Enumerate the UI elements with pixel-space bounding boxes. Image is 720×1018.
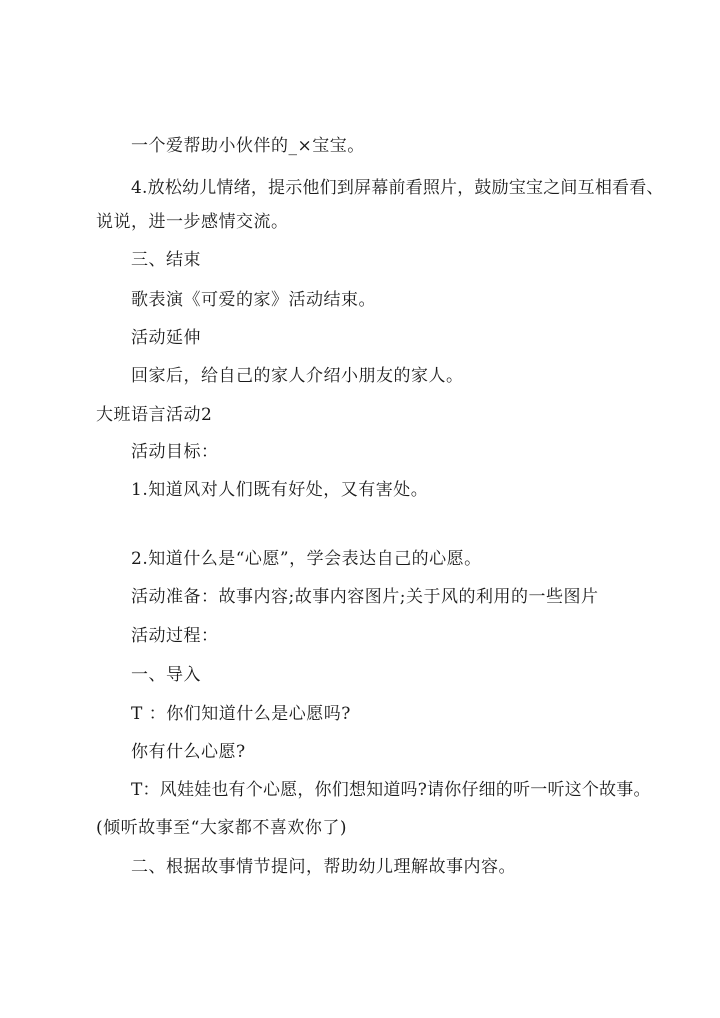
section-heading: 二、根据故事情节提问，帮助幼儿理解故事内容。 xyxy=(131,857,516,877)
section-heading: 活动目标： xyxy=(131,442,219,462)
section-heading: 一、导入 xyxy=(131,665,201,685)
list-item: 2.知道什么是“心愿”，学会表达自己的心愿。 xyxy=(131,549,482,569)
paragraph-line: (倾听故事至“大家都不喜欢你了) xyxy=(96,818,347,838)
paragraph-line: 说说，进一步感情交流。 xyxy=(96,212,289,232)
paragraph-line: T ：你们知道什么是心愿吗? xyxy=(131,704,351,724)
paragraph-line: T：风娃娃也有个心愿，你们想知道吗?请你仔细的听一听这个故事。 xyxy=(131,780,651,800)
section-heading: 活动过程： xyxy=(131,626,219,646)
paragraph-line: 4.放松幼儿情绪，提示他们到屏幕前看照片，鼓励宝宝之间互相看看、 xyxy=(131,178,664,198)
section-heading: 活动延伸 xyxy=(131,328,201,348)
paragraph-line: 一个爱帮助小伙伴的_×宝宝。 xyxy=(131,136,365,156)
paragraph-line: 歌表演《可爱的家》活动结束。 xyxy=(131,290,376,310)
activity-title: 大班语言活动2 xyxy=(96,405,213,425)
paragraph-line: 回家后，给自己的家人介绍小朋友的家人。 xyxy=(131,366,464,386)
section-heading: 三、结束 xyxy=(131,250,201,270)
paragraph-line: 你有什么心愿? xyxy=(131,742,246,762)
paragraph-line: 活动准备：故事内容;故事内容图片;关于风的利用的一些图片 xyxy=(131,587,599,607)
list-item: 1.知道风对人们既有好处，又有害处。 xyxy=(131,480,429,500)
